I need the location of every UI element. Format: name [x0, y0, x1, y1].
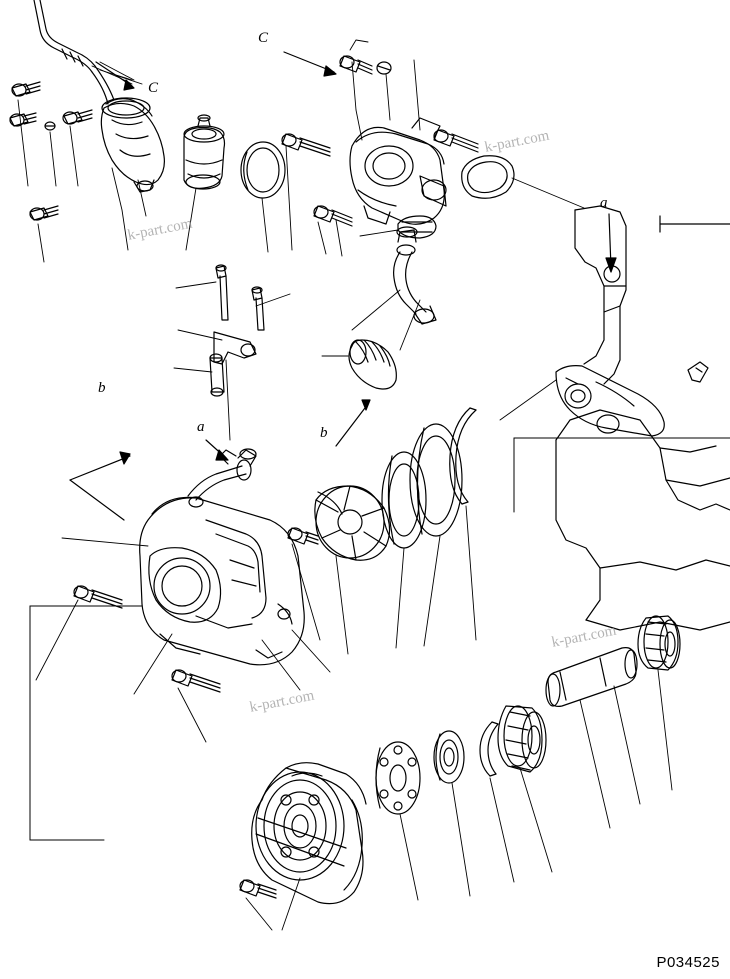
engine-block-outline — [556, 206, 730, 630]
shaft-leader — [580, 686, 640, 828]
snap-ring-leader — [466, 506, 476, 640]
hub-flange-leader — [400, 814, 418, 900]
upper-left-fasteners — [10, 82, 92, 220]
outer-bearing-leader — [658, 670, 672, 790]
upper-left-leaders — [18, 62, 146, 262]
callout-c-right: C — [258, 30, 269, 46]
callout-b-left: b — [98, 380, 106, 396]
section-boundary-lines — [30, 438, 730, 840]
arrow-a-right — [606, 214, 616, 272]
mounting-bracket — [556, 366, 664, 436]
housing-fasteners — [282, 56, 478, 226]
hub-spacer-leader — [520, 768, 552, 872]
pulley-assembly — [252, 763, 366, 904]
pump-backplate-ring — [410, 424, 462, 536]
housing-gasket — [462, 156, 514, 199]
watermark: k-part.com — [126, 215, 194, 244]
impeller — [315, 486, 390, 560]
thermostat-leader — [186, 188, 196, 250]
shaft-bearing — [434, 731, 464, 783]
gasket-leader — [512, 178, 584, 208]
pump-bolt-leaders — [36, 544, 320, 742]
stay-plate-and-bolts — [210, 265, 264, 396]
callout-c-left: C — [148, 80, 159, 96]
pulley-hub-spacer — [498, 706, 546, 772]
stay-leaders — [174, 282, 290, 440]
pump-shaft — [546, 648, 637, 707]
watermark: k-part.com — [483, 127, 551, 156]
thermostat-housing — [350, 118, 446, 224]
bypass-elbow-pipe — [394, 227, 436, 324]
shaft-snap-ring-leader — [490, 778, 514, 882]
thermostat-group — [184, 115, 225, 189]
bearing-leader — [452, 783, 470, 896]
drawing-number: P034525 — [656, 954, 720, 971]
arrow-c-right — [284, 52, 336, 76]
bracket-leader — [500, 380, 556, 420]
shaft-outer-bearing — [638, 616, 680, 670]
arrow-b-middle — [336, 400, 370, 446]
callout-a-right: a — [600, 195, 608, 211]
seal-ring-leader — [262, 198, 268, 252]
backplate-leader — [424, 536, 440, 646]
pulley-bolt — [240, 880, 276, 898]
watermark: k-part.com — [248, 687, 316, 716]
callout-a-left: a — [197, 419, 205, 435]
thermostat-seal-ring — [241, 142, 285, 198]
shaft-snap-ring — [480, 722, 498, 776]
seal-leader — [396, 548, 404, 648]
callout-b-middle: b — [320, 425, 328, 441]
water-pump-body — [140, 449, 305, 665]
rubber-hose — [349, 340, 396, 389]
watermark: k-part.com — [550, 622, 618, 651]
hub-flange — [376, 742, 420, 814]
arrow-a-left — [206, 440, 228, 460]
snap-ring-upper — [450, 408, 476, 504]
clamp-leader — [360, 230, 398, 236]
arrow-b-left — [70, 452, 130, 520]
impeller-leader — [336, 556, 348, 654]
